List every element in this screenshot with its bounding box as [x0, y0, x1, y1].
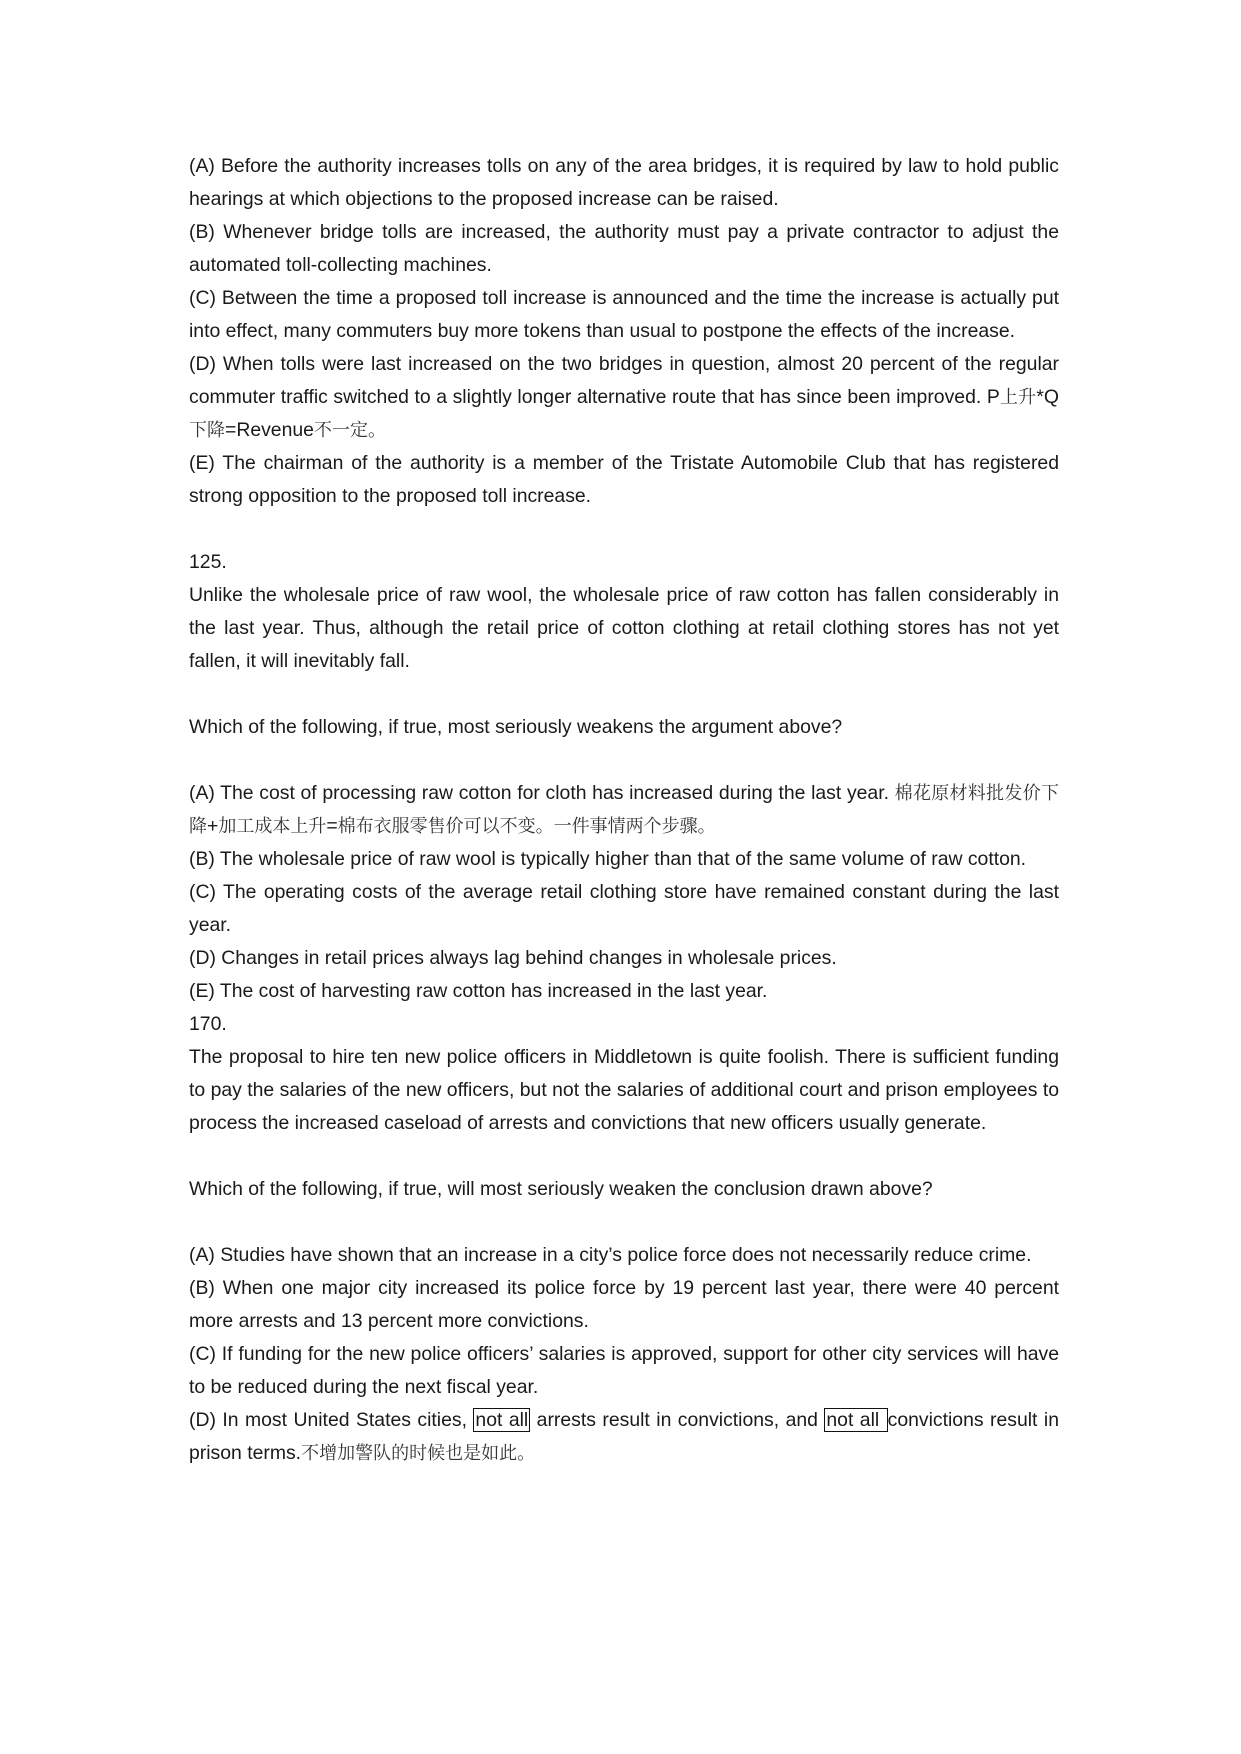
q170-option-b: (B) When one major city increased its police force by 19 percent last year, there were 40 percent more arrests and 13 percent more convictions.: [189, 1277, 1059, 1332]
prev-option-d: [189, 348, 1059, 447]
q125-number: 125.: [189, 551, 227, 573]
document-page: [189, 150, 1059, 1470]
annotation-equals: =: [326, 815, 338, 837]
q125-option-e: (E) The cost of harvesting raw cotton has increased in the last year.: [189, 980, 768, 1002]
annotation-fall: 下降: [189, 420, 225, 441]
q125-option-c: (C) The operating costs of the average retail clothing store have remained constant during the last year.: [189, 881, 1059, 936]
annotation-p: P: [986, 386, 1000, 408]
prev-option-d-text: (D) When tolls were last increased on the two bridges in question, almost 20 percent of the regular commuter traffic switched to a slightly longer alternative route that has since been improved.: [189, 353, 1059, 408]
q125-option-b: (B) The wholesale price of raw wool is typically higher than that of the same volume of raw cotton.: [189, 848, 1027, 870]
boxed-phrase-not-all: not all: [475, 1409, 529, 1431]
spacer: [189, 513, 1059, 546]
prev-option-e: (E) The chairman of the authority is a member of the Tristate Automobile Club that has registered strong opposition to the proposed toll increase.: [189, 452, 1059, 507]
boxed-phrase-not-all: not all: [826, 1409, 886, 1431]
annotation-wholesale-drop: 棉花原材料批发价下降: [189, 783, 1060, 837]
annotation-uncertain: 不一定。: [313, 420, 386, 441]
spacer: [189, 1140, 1059, 1173]
q170-stem: The proposal to hire ten new police officers in Middletown is quite foolish. There is sufficient funding to pay the salaries of the new officers, but not the salaries of additional court and prison employees to process the increased caseload of arrests and convictions that new officers usually generate.: [189, 1046, 1059, 1134]
annotation-same-without-police: 不增加警队的时候也是如此。: [301, 1443, 536, 1464]
annotation-retail-unchanged: 棉布衣服零售价可以不变。一件事情两个步骤。: [337, 816, 716, 837]
annotation-plus: +: [207, 815, 219, 837]
q125-question: Which of the following, if true, most seriously weakens the argument above?: [189, 716, 843, 738]
q170-option-d-part3: convictions result in prison terms.: [189, 1409, 1059, 1464]
spacer: [189, 744, 1059, 777]
annotation-revenue: =Revenue: [225, 419, 314, 441]
q170-option-d: [189, 1404, 1059, 1470]
spacer: [189, 1206, 1059, 1239]
prev-option-b: (B) Whenever bridge tolls are increased, the authority must pay a private contractor to adjust the automated toll-collecting machines.: [189, 221, 1059, 276]
q170-option-a: (A) Studies have shown that an increase in a city’s police force does not necessarily reduce crime.: [189, 1244, 1032, 1266]
annotation-q: *Q: [1036, 386, 1060, 408]
q125-stem: Unlike the wholesale price of raw wool, the wholesale price of raw cotton has fallen considerably in the last year. Thus, although the retail price of cotton clothing at retail clothing stores has not yet fallen, it will inevitably fall.: [189, 584, 1059, 672]
q125-option-a-text: (A) The cost of processing raw cotton for cloth has increased during the last year.: [189, 782, 889, 804]
q170-question: Which of the following, if true, will most seriously weaken the conclusion drawn above?: [189, 1178, 933, 1200]
prev-option-c: (C) Between the time a proposed toll increase is announced and the time the increase is actually put into effect, many commuters buy more tokens than usual to postpone the effects of the increase.: [189, 287, 1059, 342]
prev-option-a: (A) Before the authority increases tolls on any of the area bridges, it is required by law to hold public hearings at which objections to the proposed increase can be raised.: [189, 155, 1059, 210]
q170-option-d-part2: arrests result in convictions, and: [530, 1409, 825, 1431]
q170-option-c: (C) If funding for the new police officers’ salaries is approved, support for other city services will have to be reduced during the next fiscal year.: [189, 1343, 1059, 1398]
annotation-rise: 上升: [999, 387, 1037, 408]
q170-option-d-part1: (D) In most United States cities,: [189, 1409, 474, 1431]
q125-option-a: [189, 777, 1059, 843]
spacer: [189, 678, 1059, 711]
q125-option-d: (D) Changes in retail prices always lag behind changes in wholesale prices.: [189, 947, 837, 969]
annotation-cost-rise: 加工成本上升: [218, 816, 327, 837]
q170-number: 170.: [189, 1013, 227, 1035]
